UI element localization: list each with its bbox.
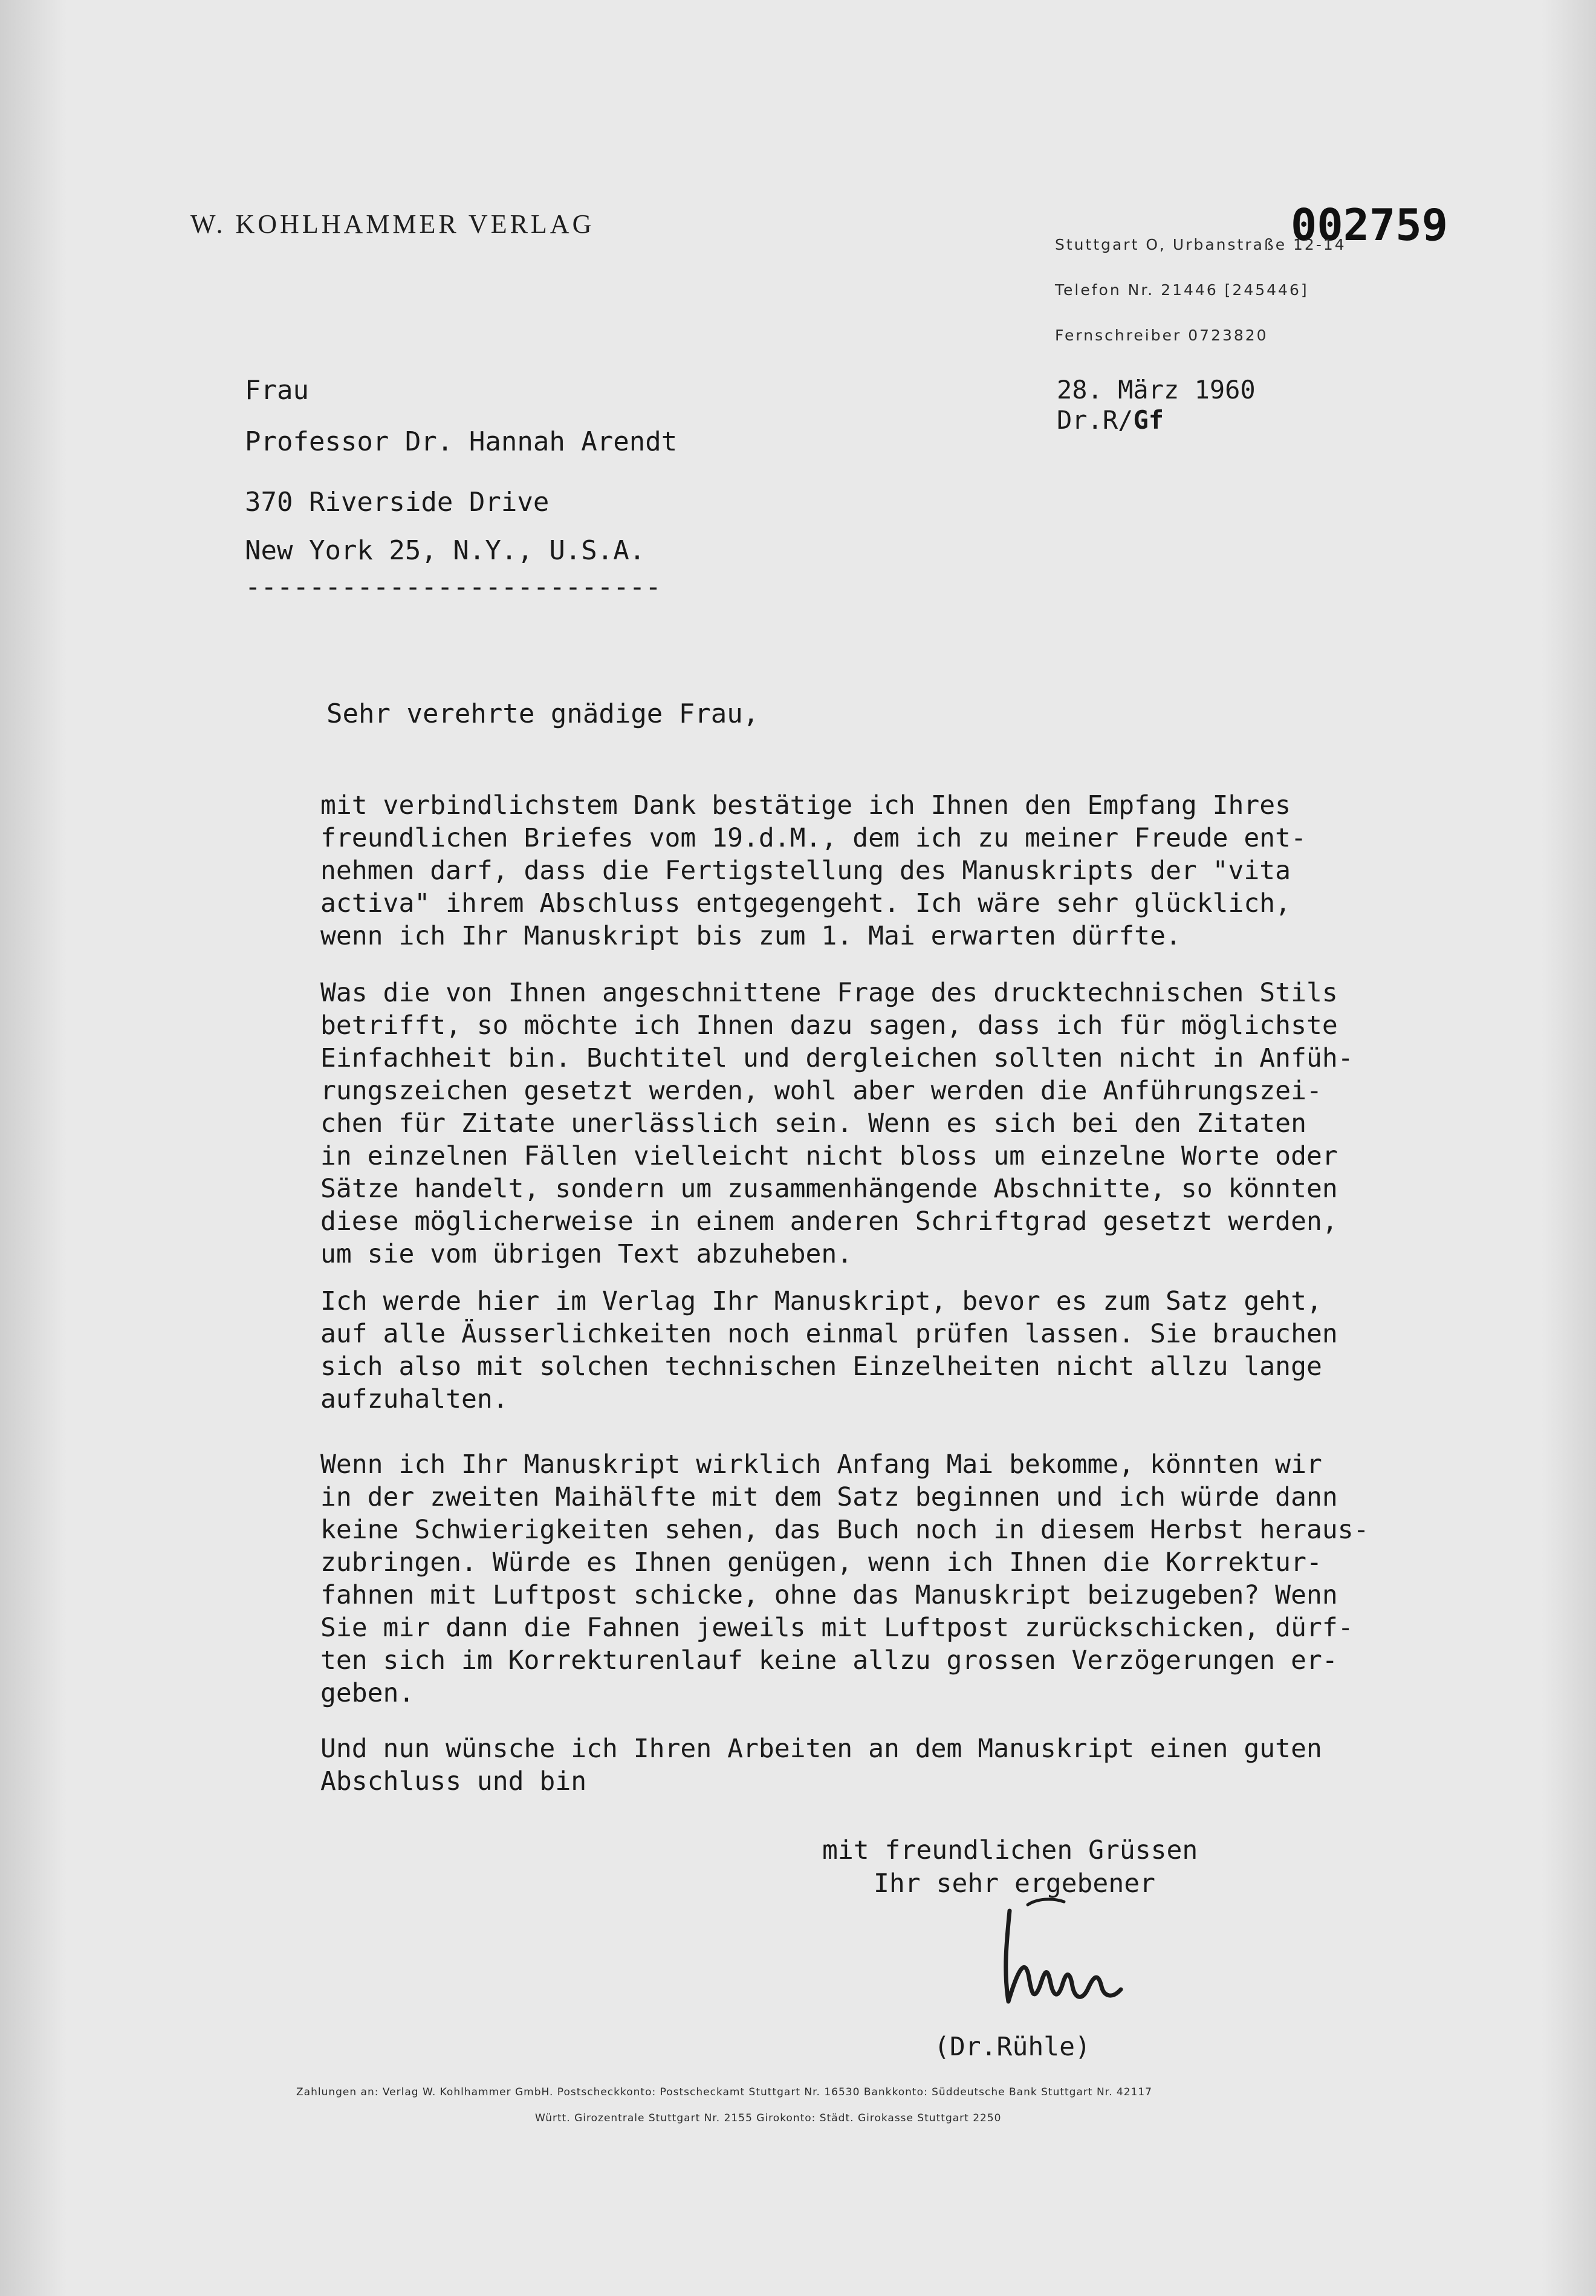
paragraph-line: diese möglicherweise in einem anderen Schriftgrad gesetzt werden, (320, 1206, 1338, 1237)
paragraph-line: Sie mir dann die Fahnen jeweils mit Luftpost zurückschicken, dürf- (320, 1613, 1354, 1643)
paragraph-line: chen für Zitate unerlässlich sein. Wenn es sich bei den Zitaten (320, 1108, 1306, 1139)
paragraph-line: Ich werde hier im Verlag Ihr Manuskript, bevor es zum Satz geht, (320, 1286, 1322, 1316)
paragraph-line: in einzelnen Fällen vielleicht nicht bloss um einzelne Worte oder (320, 1141, 1338, 1171)
paragraph-line: geben. (320, 1678, 415, 1708)
scan-shadow-right (1542, 0, 1596, 2296)
reference-prefix: Dr.R/ (1057, 405, 1134, 435)
paragraph-line: fahnen mit Luftpost schicke, ohne das Manuskript beizugeben? Wenn (320, 1580, 1338, 1610)
salutation: Sehr verehrte gnädige Frau, (326, 698, 759, 729)
paragraph-line: activa" ihrem Abschluss entgegengeht. Ich wäre sehr glücklich, (320, 888, 1291, 919)
paragraph-line: Wenn ich Ihr Manuskript wirklich Anfang Mai bekomme, könnten wir (320, 1449, 1322, 1480)
publisher-telex: Fernschreiber 0723820 (1055, 327, 1268, 344)
closing-greeting: mit freundlichen Grüssen (822, 1835, 1198, 1865)
signer-name: (Dr.Rühle) (934, 2032, 1091, 2062)
reference-initials: Gf (1133, 405, 1164, 435)
recipient-underline: -------------------------- (245, 571, 661, 602)
handwritten-signature (991, 1887, 1149, 2026)
body-paragraph-1 (320, 789, 1445, 952)
recipient-line-3: 370 Riverside Drive (245, 487, 550, 518)
publisher-name: W. KOHLHAMMER VERLAG (190, 209, 595, 239)
closing-valediction: Ihr sehr ergebener (874, 1868, 1155, 1899)
document-number: 002759 (1291, 200, 1448, 250)
paragraph-line: freundlichen Briefes vom 19.d.M., dem ich zu meiner Freude ent- (320, 823, 1306, 853)
recipient-line-1: Frau (245, 375, 309, 406)
scan-shadow-left (0, 0, 66, 2296)
paragraph-line: Und nun wünsche ich Ihren Arbeiten an dem Manuskript einen guten (320, 1734, 1322, 1764)
body-paragraph-4 (320, 1448, 1445, 1709)
recipient-line-4: New York 25, N.Y., U.S.A. (245, 535, 646, 566)
footer-payment-line: Zahlungen an: Verlag W. Kohlhammer GmbH. Postscheckkonto: Postscheckamt Stuttgart Nr. 16530 Bankkonto: Süddeutsche Bank Stuttgart Nr. 42117 (296, 2086, 1152, 2098)
paragraph-line: in der zweiten Maihälfte mit dem Satz beginnen und ich würde dann (320, 1482, 1338, 1512)
publisher-telephone: Telefon Nr. 21446 [245446] (1055, 281, 1309, 299)
paragraph-line: nehmen darf, dass die Fertigstellung des Manuskripts der "vita (320, 856, 1291, 886)
paragraph-line: aufzuhalten. (320, 1384, 508, 1414)
paragraph-line: ten sich im Korrekturenlauf keine allzu grossen Verzögerungen er- (320, 1645, 1338, 1676)
body-paragraph-2 (320, 977, 1445, 1270)
paragraph-line: betrifft, so möchte ich Ihnen dazu sagen, dass ich für möglichste (320, 1010, 1338, 1041)
footer-accounts-line: Württ. Girozentrale Stuttgart Nr. 2155 Girokonto: Städt. Girokasse Stuttgart 2250 (535, 2112, 1002, 2124)
paragraph-line: um sie vom übrigen Text abzuheben. (320, 1239, 853, 1269)
paragraph-line: rungszeichen gesetzt werden, wohl aber werden die Anführungszei- (320, 1076, 1322, 1106)
body-paragraph-3 (320, 1285, 1445, 1416)
paragraph-line: keine Schwierigkeiten sehen, das Buch noch in diesem Herbst heraus- (320, 1515, 1369, 1545)
paragraph-line: auf alle Äusserlichkeiten noch einmal prüfen lassen. Sie brauchen (320, 1319, 1338, 1349)
letter-date: 28. März 1960 (1057, 375, 1256, 405)
paragraph-line: wenn ich Ihr Manuskript bis zum 1. Mai erwarten dürfte. (320, 921, 1181, 951)
publisher-address: Stuttgart O, Urbanstraße 12-14 (1055, 236, 1346, 253)
paragraph-line: Einfachheit bin. Buchtitel und dergleichen sollten nicht in Anfüh- (320, 1043, 1354, 1073)
reference-code (1057, 405, 1164, 435)
paragraph-line: sich also mit solchen technischen Einzelheiten nicht allzu lange (320, 1351, 1322, 1382)
paragraph-line: mit verbindlichstem Dank bestätige ich Ihnen den Empfang Ihres (320, 790, 1291, 821)
paragraph-line: Was die von Ihnen angeschnittene Frage des drucktechnischen Stils (320, 978, 1338, 1008)
body-paragraph-5 (320, 1732, 1445, 1798)
paragraph-line: zubringen. Würde es Ihnen genügen, wenn ich Ihnen die Korrektur- (320, 1547, 1322, 1578)
recipient-line-2: Professor Dr. Hannah Arendt (245, 426, 678, 457)
paragraph-line: Abschluss und bin (320, 1766, 587, 1797)
paragraph-line: Sätze handelt, sondern um zusammenhängende Abschnitte, so könnten (320, 1174, 1338, 1204)
